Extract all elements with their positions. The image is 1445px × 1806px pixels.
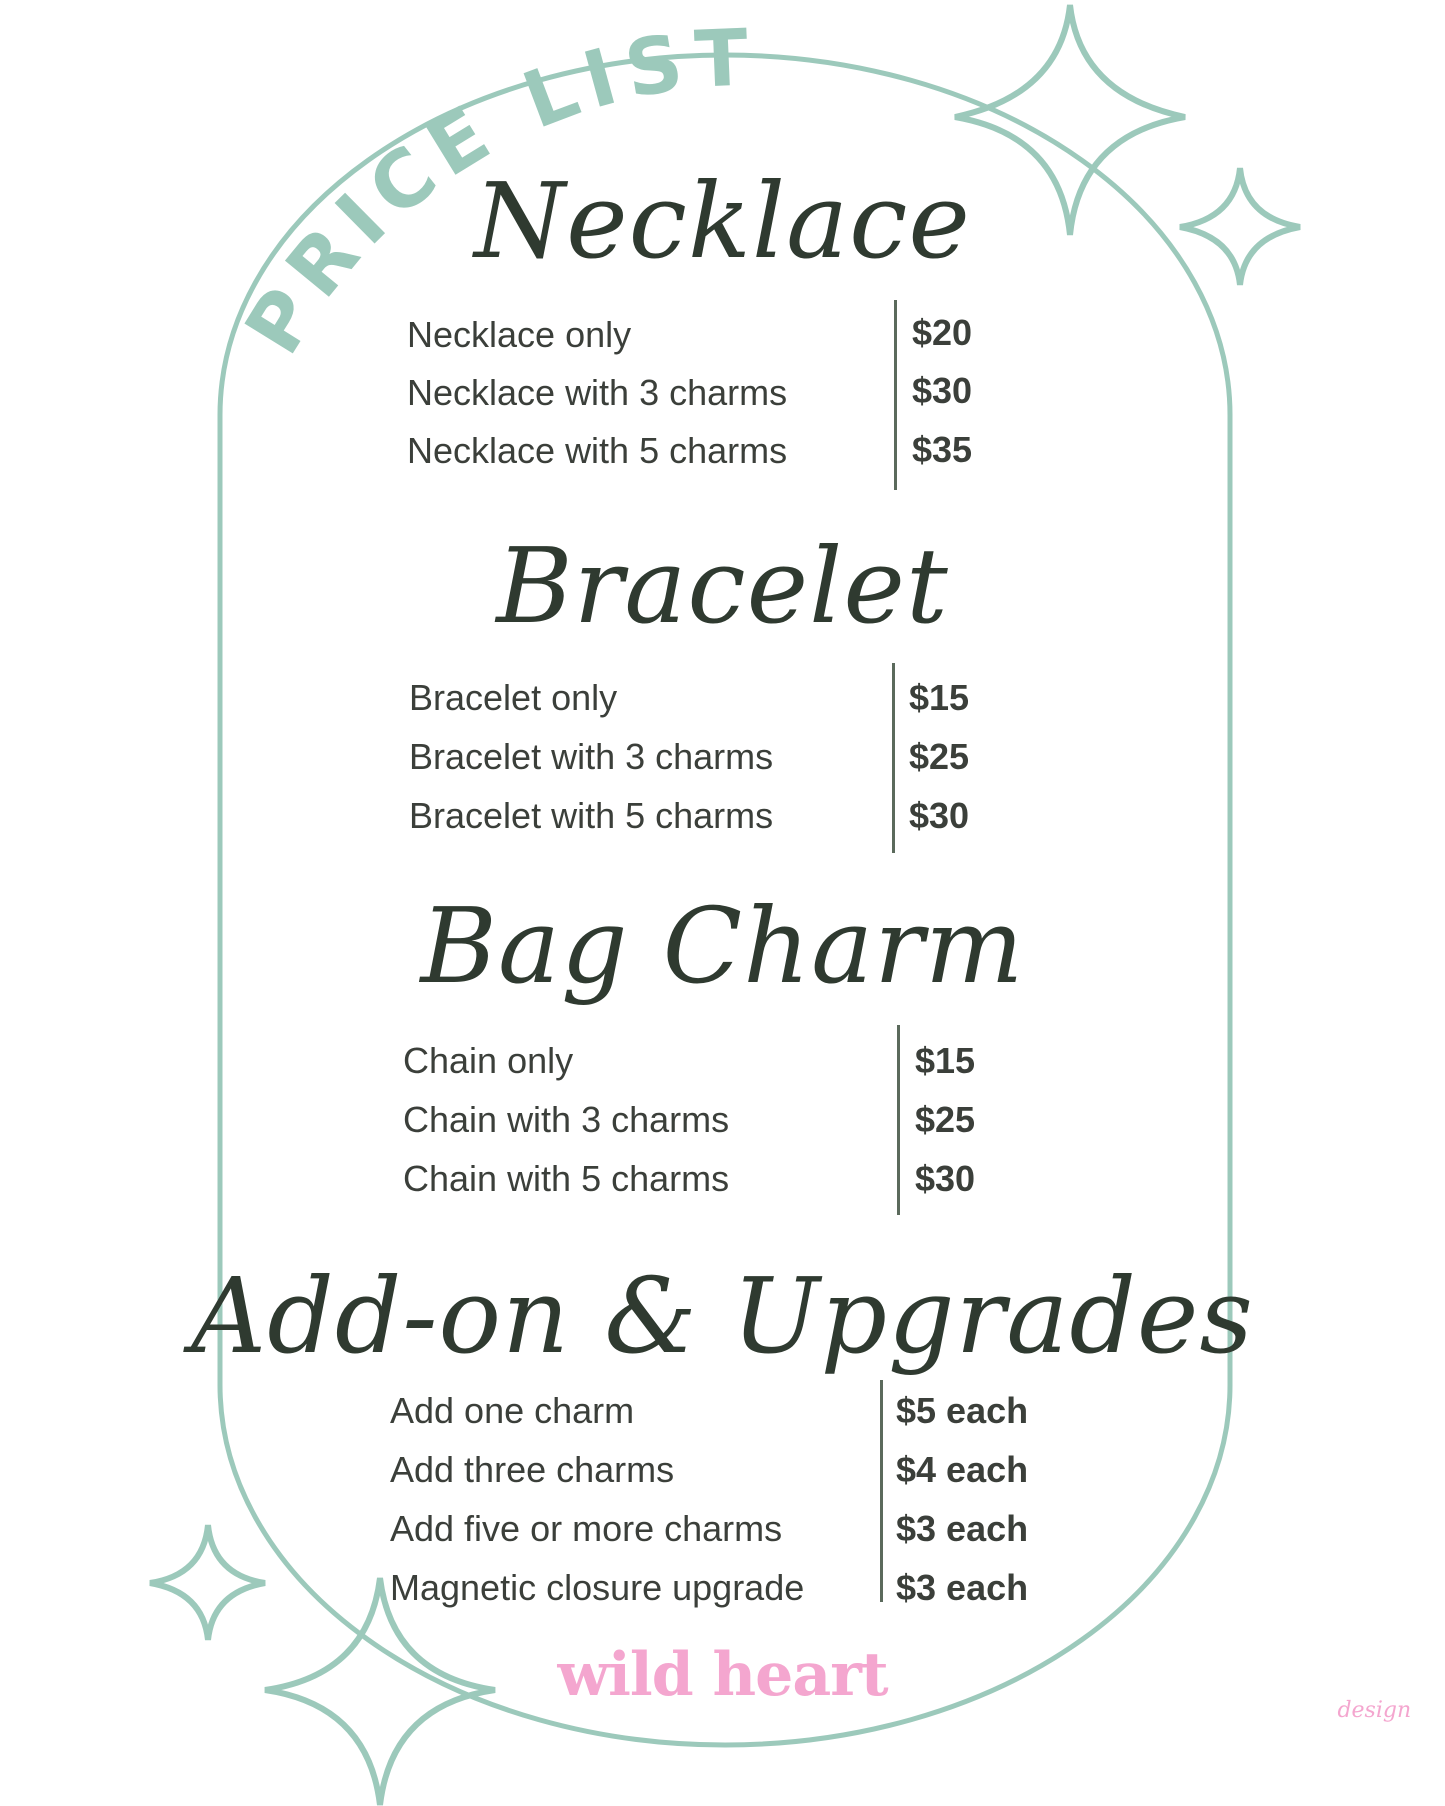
price-value: $30 <box>912 370 973 411</box>
price-value: $3 each <box>896 1567 1029 1608</box>
brand-tagline: design <box>1337 1698 1412 1723</box>
price-value: $4 each <box>896 1449 1029 1490</box>
price-value: $30 <box>915 1158 976 1199</box>
addons-heading: Add-on & Upgrades <box>191 1255 1254 1377</box>
price-value: $35 <box>912 429 973 470</box>
price-value: $15 <box>915 1040 976 1081</box>
price-row-label: Chain with 5 charms <box>403 1158 730 1199</box>
bracelet-heading: Bracelet <box>496 525 949 647</box>
price-row-label: Bracelet with 3 charms <box>409 736 774 777</box>
price-row-label: Magnetic closure upgrade <box>390 1567 805 1608</box>
price-value: $5 each <box>896 1390 1029 1431</box>
bag-charm-heading: Bag Charm <box>420 885 1025 1007</box>
price-row-label: Necklace only <box>407 314 632 355</box>
necklace-heading: Necklace <box>474 160 971 282</box>
price-row-label: Chain with 3 charms <box>403 1099 730 1140</box>
price-row-label: Bracelet with 5 charms <box>409 795 774 836</box>
price-value: $3 each <box>896 1508 1029 1549</box>
price-divider <box>892 663 895 853</box>
price-value: $15 <box>909 677 970 718</box>
brand-name: wild heart <box>557 1640 888 1710</box>
price-row-label: Necklace with 3 charms <box>407 372 788 413</box>
price-row-label: Chain only <box>403 1040 574 1081</box>
price-value: $25 <box>915 1099 976 1140</box>
price-row-label: Add five or more charms <box>390 1508 783 1549</box>
price-row-label: Add three charms <box>390 1449 675 1490</box>
sparkle-icon <box>150 1525 265 1640</box>
price-row-label: Add one charm <box>390 1390 635 1431</box>
price-value: $30 <box>909 795 970 836</box>
price-list-arc-title: PRICE LIST <box>228 13 760 370</box>
price-row-label: Necklace with 5 charms <box>407 430 788 471</box>
price-divider <box>897 1025 900 1215</box>
price-value: $25 <box>909 736 970 777</box>
price-divider <box>880 1380 883 1602</box>
price-divider <box>894 300 897 490</box>
price-row-label: Bracelet only <box>409 677 618 718</box>
price-value: $20 <box>912 312 973 353</box>
brand-logo <box>0 1640 1445 1723</box>
